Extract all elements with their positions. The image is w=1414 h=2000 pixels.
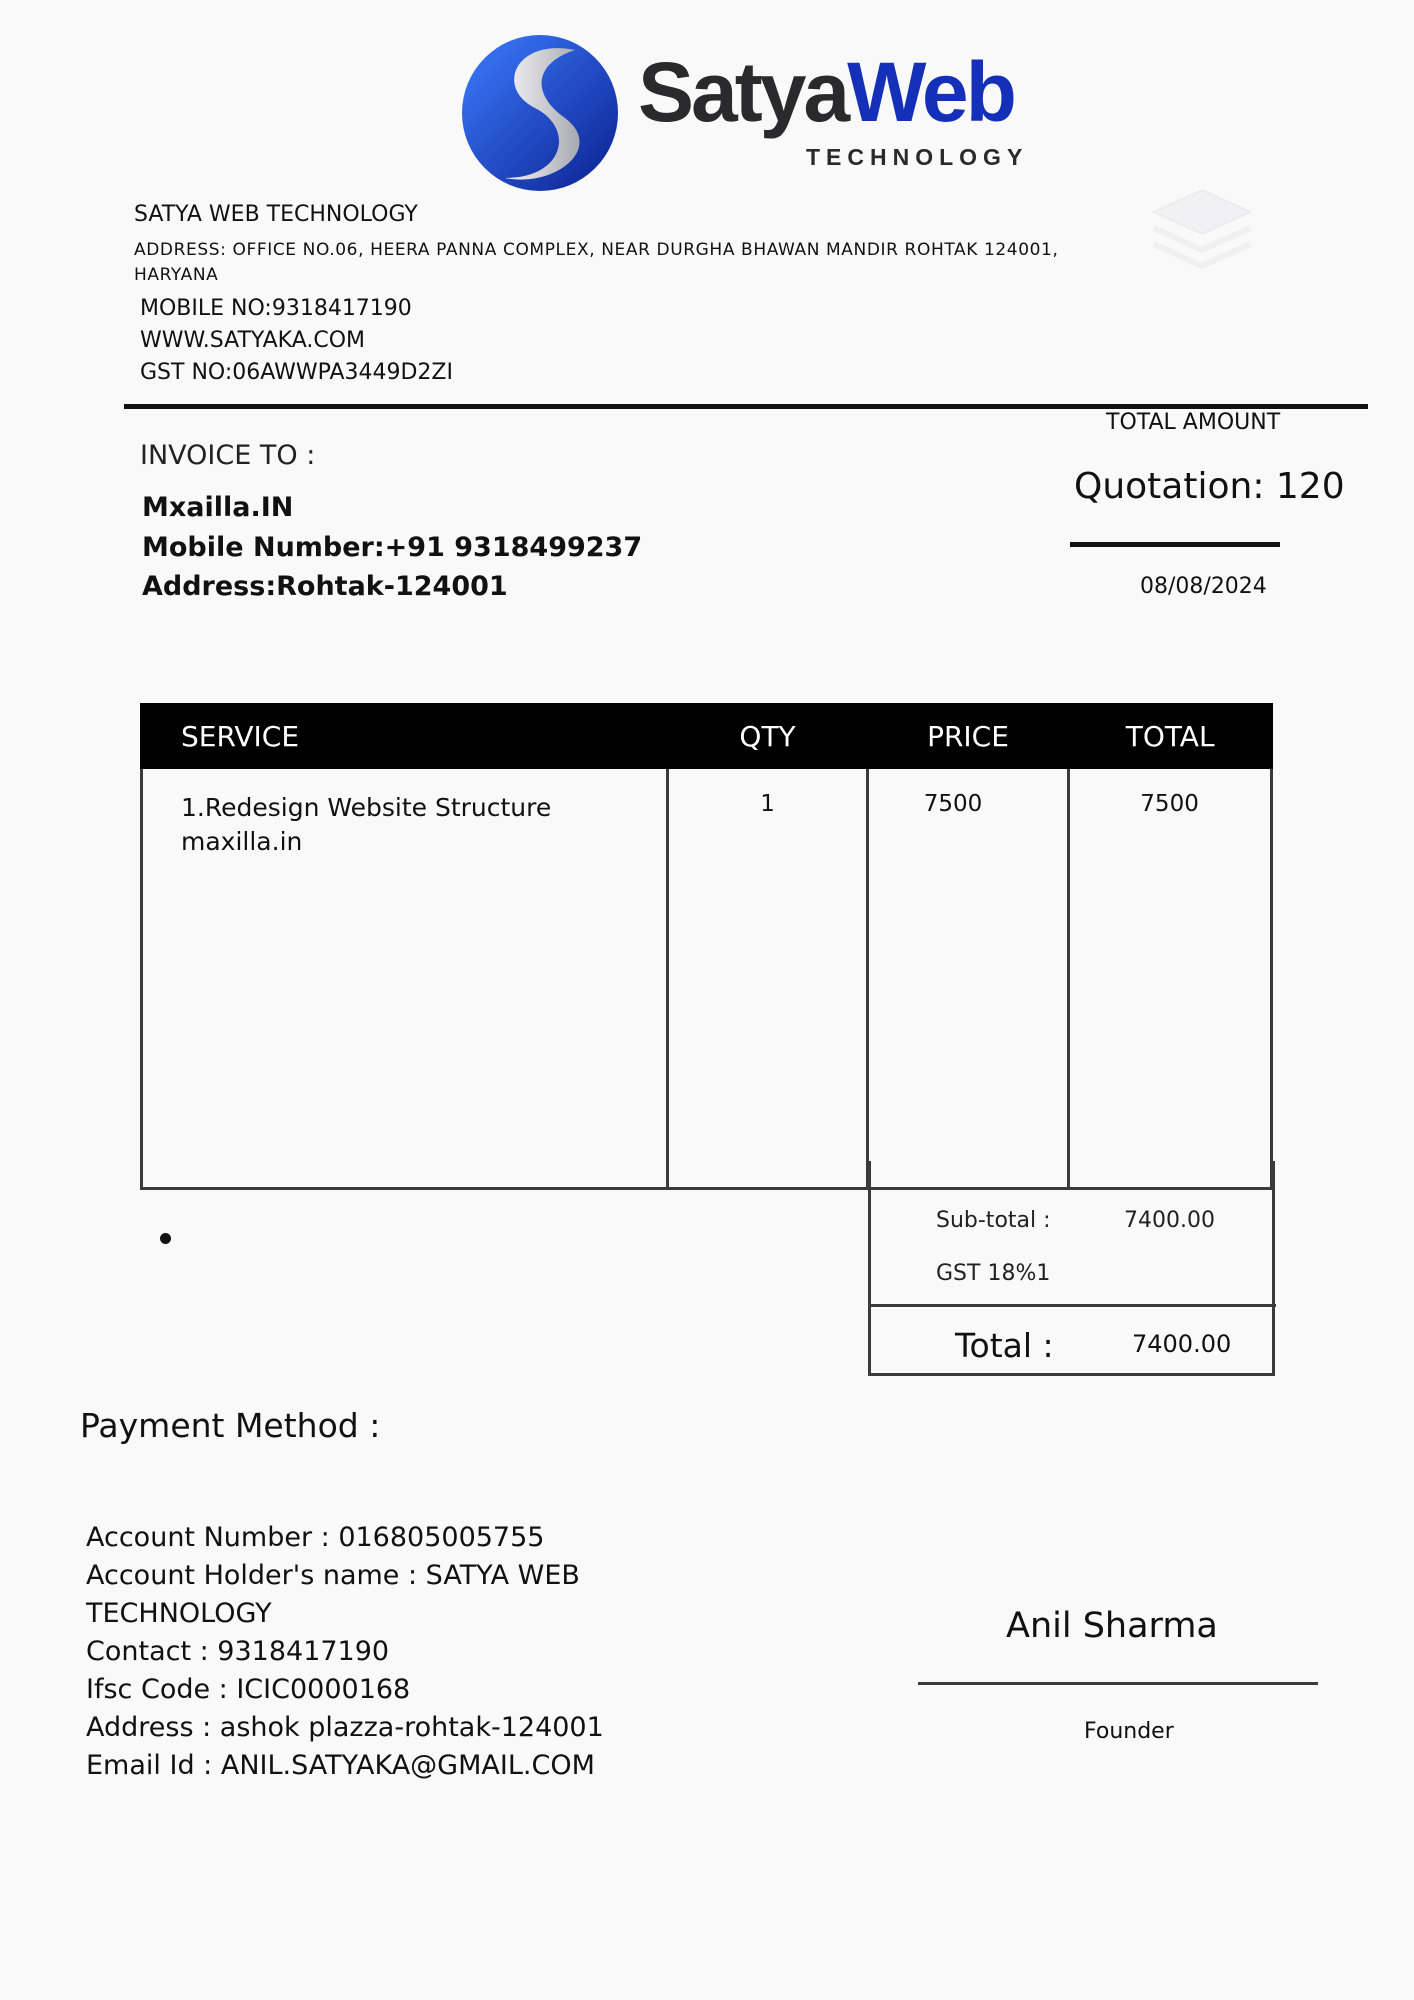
service-line-2: maxilla.in	[181, 827, 303, 856]
company-mobile: MOBILE NO:9318417190	[140, 296, 412, 321]
quotation-underline	[1070, 542, 1280, 547]
client-name: Mxailla.IN	[142, 492, 294, 523]
service-line-1: 1.Redesign Website Structure	[181, 793, 552, 822]
account-number: Account Number : 016805005755	[86, 1522, 545, 1553]
client-mobile: Mobile Number:+91 9318499237	[142, 532, 643, 563]
satyaweb-logo-icon	[455, 28, 625, 198]
table-header-row	[142, 705, 1272, 768]
signature-role: Founder	[1084, 1719, 1174, 1744]
total-amount-label: TOTAL AMOUNT	[1106, 410, 1281, 435]
company-gst: GST NO:06AWWPA3449D2ZI	[140, 360, 453, 385]
signature-name: Anil Sharma	[1006, 1606, 1218, 1646]
payment-contact: Contact : 9318417190	[86, 1636, 390, 1667]
account-holder: Account Holder's name : SATYA WEB TECHNOLOGY	[86, 1560, 580, 1629]
payment-address: Address : ashok plazza-rohtak-124001	[86, 1712, 604, 1743]
grand-total-label: Total :	[955, 1326, 1054, 1365]
signature-line	[918, 1682, 1318, 1685]
invoice-date: 08/08/2024	[1140, 574, 1267, 599]
header-qty: QTY	[668, 705, 867, 768]
header-total: TOTAL	[1069, 705, 1272, 768]
subtotal-label: Sub-total :	[936, 1208, 1051, 1233]
cell-qty: 1	[668, 768, 867, 1189]
brand-subtitle: TECHNOLOGY	[806, 144, 1029, 170]
company-address: ADDRESS: OFFICE NO.06, HEERA PANNA COMPLEX, NEAR DURGHA BHAWAN MANDIR ROHTAK 124001, HARYANA	[134, 240, 1059, 285]
brand-wordmark: SatyaWeb	[638, 45, 1014, 139]
ifsc-code: Ifsc Code : ICIC0000168	[86, 1674, 411, 1705]
payment-details	[86, 1519, 646, 1785]
grand-total-value: 7400.00	[1132, 1330, 1232, 1358]
header-service: SERVICE	[142, 705, 668, 768]
table-row	[142, 768, 1272, 1189]
gst-label: GST 18%1	[936, 1261, 1051, 1286]
company-website: WWW.SATYAKA.COM	[140, 328, 366, 353]
layers-icon	[1150, 186, 1254, 276]
payment-method-title: Payment Method :	[80, 1406, 381, 1445]
company-name: SATYA WEB TECHNOLOGY	[134, 202, 418, 227]
cell-service	[142, 768, 668, 1189]
client-address: Address:Rohtak-124001	[142, 571, 508, 602]
summary-divider	[868, 1304, 1276, 1307]
items-table	[140, 703, 1273, 1190]
cell-total: 7500	[1069, 768, 1272, 1189]
bullet-point	[160, 1233, 171, 1244]
quotation-number: Quotation: 120	[1074, 466, 1345, 507]
header-divider	[124, 404, 1368, 409]
cell-price: 7500	[867, 768, 1069, 1189]
payment-email: Email Id : ANIL.SATYAKA@GMAIL.COM	[86, 1750, 595, 1781]
header-price: PRICE	[867, 705, 1069, 768]
subtotal-value: 7400.00	[1124, 1208, 1215, 1233]
invoice-to-label: INVOICE TO :	[140, 440, 316, 471]
